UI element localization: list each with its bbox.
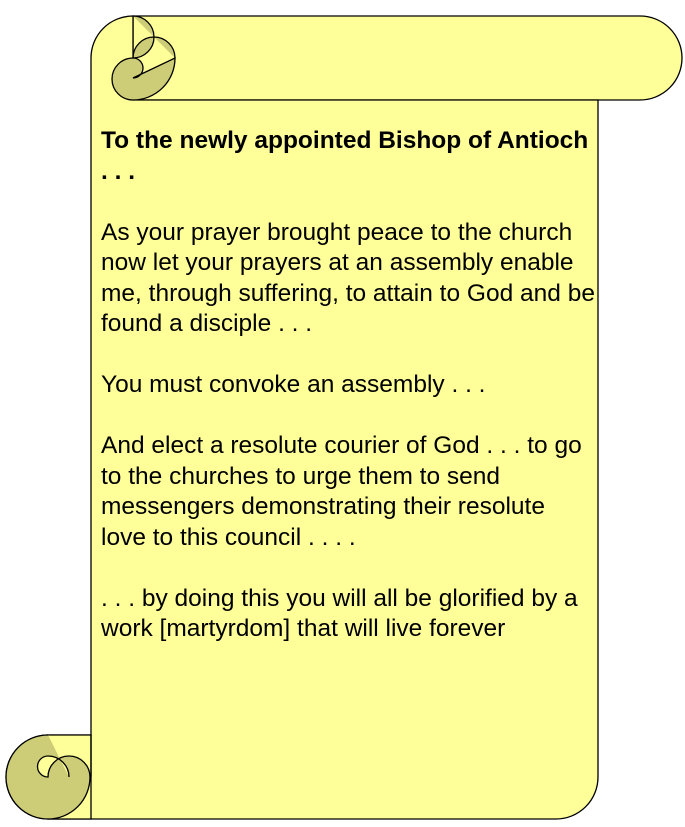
- letter-paragraph-courier: And elect a resolute courier of God . . . to go to the churches to urge them to send messengers demonstrating their resolute love to this council . . . .: [101, 432, 582, 551]
- scroll-letter-text: [101, 126, 596, 675]
- scroll-top-roll: [133, 16, 682, 100]
- letter-paragraph-prayer: As your prayer brought peace to the church now let your prayers at an assembly enable me, through suffering, to attain to God and be found a disciple . . .: [101, 218, 595, 337]
- letter-heading: To the newly appointed Bishop of Antioch . . .: [101, 127, 589, 185]
- letter-paragraph-glorified: . . . by doing this you will all be glorified by a work [martyrdom] that will live forever: [101, 584, 578, 642]
- letter-paragraph-convoke: You must convoke an assembly . . .: [101, 371, 486, 398]
